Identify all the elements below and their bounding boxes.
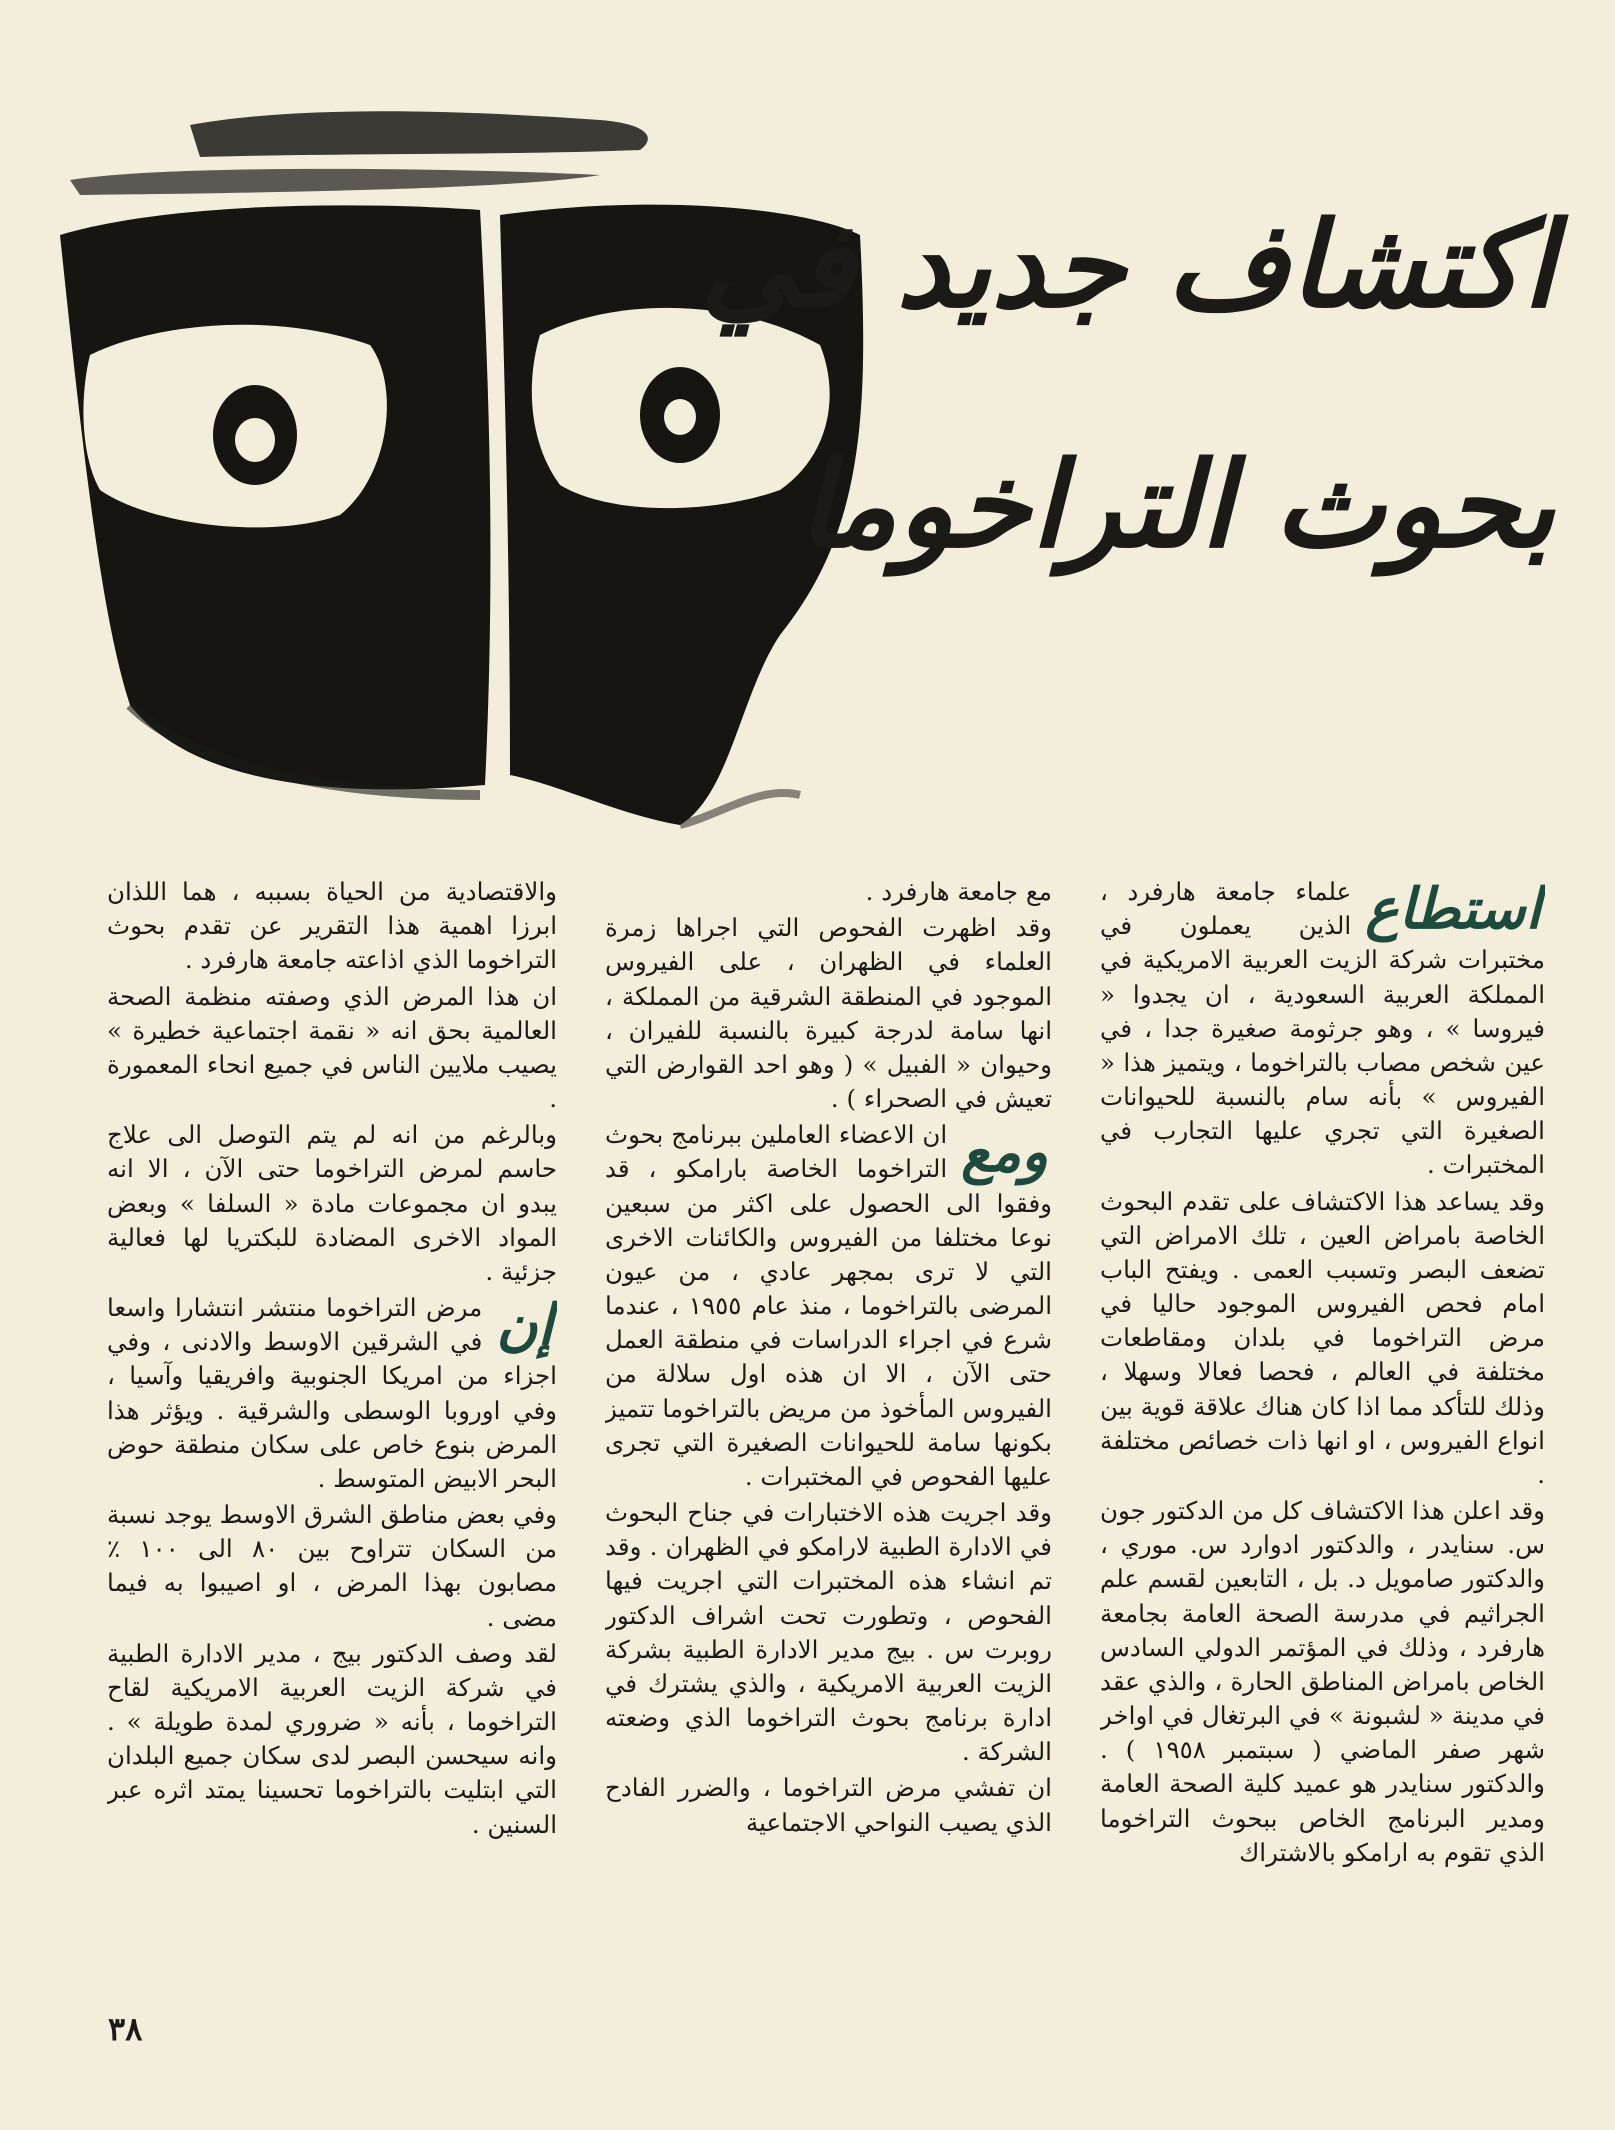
paragraph: وبالرغم من انه لم يتم التوصل الى علاج حاسم لمرض التراخوما حتى الآن ، الا انه يبدو ان مجموعات مادة « السلفا » وبعض المواد الاخرى المضادة للبكتريا لها فعالية جزئية . [107,1120,557,1286]
paragraph: لقد وصف الدكتور بيج ، مدير الادارة الطبية في شركة الزيت العربية الامريكية لقاح التراخوما ، بأنه « ضروري لمدة طويلة » . وانه سيحسن البصر لدى سكان جميع البلدان التي ابتليت بالتراخوما تحسينا يمتد اثره عبر السنين . [107,1638,557,1839]
dropcap-left: إن [496,1292,553,1359]
article-column-left [107,875,557,2060]
paragraph: وفي بعض مناطق الشرق الاوسط يوجد نسبة من السكان تتراوح بين ٨٠ الى ١٠٠ ٪ مصابون بهذا المرض ، او اصيبوا به فيما مضى . [107,1500,557,1632]
article-column-middle [605,875,1052,2060]
page-number: ٣٨ [108,2010,143,2048]
paragraph: وقد اظهرت الفحوص التي اجراها زمرة العلماء في الظهران ، على الفيروس الموجود في المنطقة الشرقية من المملكة ، انها سامة لدرجة كبيرة بالنسبة للفيران ، وحيوان « الفبيل » ( وهو احد القوارض التي تعيش في الصحراء ) . [605,913,1052,1114]
headline-line-2: بحوث التراخوما [797,435,1555,574]
paragraph: والاقتصادية من الحياة بسببه ، هما اللذان ابرزا اهمية هذا التقرير عن تقدم بحوث التراخوما الذي اذاعته جامعة هارفرد . [107,877,557,975]
paragraph: مع جامعة هارفرد . [865,877,1052,906]
dropcap-middle: ومع [961,1119,1048,1186]
headline-line-1: اكتشاف جديد في [700,195,1555,334]
headline [700,190,1555,690]
paragraph: ان الاعضاء العاملين ببرنامج بحوث التراخوما الخاصة بارامكو ، قد وفقوا الى الحصول على اكثر من سبعين نوعا مختلفا من الفيروس والكائنات الاخرى التي لا ترى بمجهر عادي ، من عيون المرضى بالتراخوما ، منذ عام ١٩٥٥ ، عندما شرع في اجراء الدراسات في منطقة العمل حتى الآن ، الا ان هذه اول سلالة من الفيروس المأخوذ من مريض بالتراخوما تتميز بكونها سامة للحيوانات الصغيرة التي تجرى عليها الفحوص في المختبرات . [605,1120,1052,1491]
paragraph: وقد اجريت هذه الاختبارات في جناح البحوث في الادارة الطبية لارامكو في الظهران . وقد تم انشاء هذه المختبرات التي اجريت فيها الفحوص ، وتطورت تحت اشراف الدكتور روبرت س . بيج مدير الادارة الطبية بشركة الزيت العربية الامريكية ، والذي يشترك في ادارة برنامج بحوث التراخوما الذي وضعته الشركة . [605,1498,1052,1767]
dropcap-right: استطاع [1365,876,1541,942]
paragraph: وقد اعلن هذا الاكتشاف كل من الدكتور جون س. سنايدر ، والدكتور ادوارد س. موري ، والدكتور صامويل د. بل ، التابعين لقسم علم الجراثيم في مدرسة الصحة العامة بجامعة هارفرد ، وذلك في المؤتمر الدولي السادس الخاص بامراض المناطق الحارة ، والذي عقد في مدينة « لشبونة » في البرتغال في اواخر شهر صفر الماضي ( سبتمبر ١٩٥٨ ) . والدكتور سنايدر هو عميد كلية الصحة العامة ومدير البرنامج الخاص ببحوث التراخوما الذي تقوم به ارامكو بالاشتراك [1100,1496,1545,1867]
paragraph: مرض التراخوما منتشر انتشارا واسعا في الشرقين الاوسط والادنى ، وفي اجزاء من امريكا الجنوبية وافريقيا وآسيا ، وفي اوروبا الوسطى والشرقية . ويؤثر هذا المرض بنوع خاص على سكان منطقة حوض البحر الابيض المتوسط . [107,1293,557,1493]
paragraph: ان هذا المرض الذي وصفته منظمة الصحة العالمية بحق انه « نقمة اجتماعية خطيرة » يصيب ملايين الناس في جميع انحاء المعمورة . [107,981,557,1114]
paragraph: ان تفشي مرض التراخوما ، والضرر الفادح الذي يصيب النواحي الاجتماعية [605,1773,1052,1837]
paragraph: وقد يساعد هذا الاكتشاف على تقدم البحوث الخاصة بامراض العين ، تلك الامراض التي تضعف البصر وتسبب العمى . ويفتح الباب امام فحص الفيروس الموجود حاليا في مرض التراخوما في بلدان ومقاطعات مختلفة في العالم ، فحصا فعالا وسهلا ، وذلك للتأكد مما اذا كان هناك علاقة قوية بين انواع الفيروس ، او انها ذات خصائص مختلفة . [1100,1186,1545,1489]
article-column-right [1100,875,1545,2060]
paragraph: علماء جامعة هارفرد ، الذين يعملون في مختبرات شركة الزيت العربية الامريكية في المملكة العربية السعودية ، ان يجدوا « فيروسا » ، وهو جرثومة صغيرة جدا ، في عين شخص مصاب بالتراخوما ، ويتميز هذا « الفيروس » بأنه سام بالنسبة للحيوانات الصغيرة التي تجري عليها التجارب في المختبرات . [1100,877,1545,1180]
